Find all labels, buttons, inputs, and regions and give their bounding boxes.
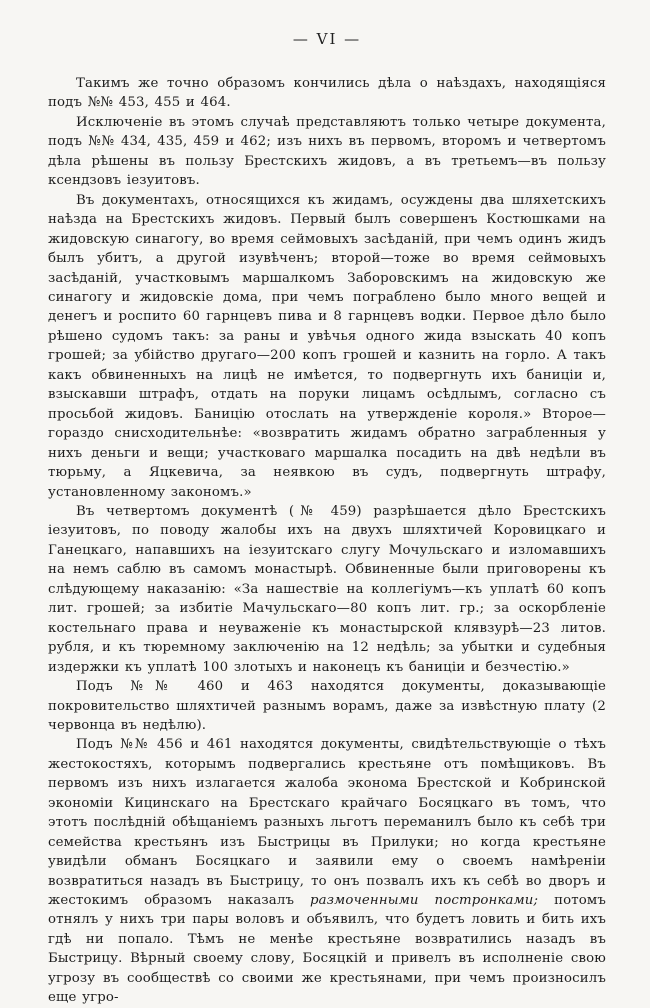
paragraph: Исключеніе въ этомъ случаѣ представляютъ только четыре документа, подъ №№ 434, 435, 459 и 462; изъ нихъ въ первомъ, второмъ и четвертомъ дѣла рѣшены въ пользу Брестскихъ жидовъ, а въ третьемъ—въ пользу ксендзовъ іезуитовъ. — [48, 114, 606, 189]
page-number: — VI — — [292, 30, 362, 48]
paragraph: Такимъ же точно образомъ кончились дѣла о наѣздахъ, находящіяся подъ №№ 453, 455 и 464. — [48, 76, 606, 111]
paragraph-text: потомъ отнялъ у нихъ три пары воловъ и объявилъ, что будетъ ловить и бить ихъ гдѣ ни попало. Тѣмъ не менѣе крестьяне возвратились назадъ въ Быстрицу. Вѣрный своему слову, Босяцкій и привелъ въ исполненіе свою угрозу въ сообществѣ со своими же крестьянами, при чемъ произносилъ еще угро- — [48, 893, 606, 1006]
paragraph-text: Подъ №№ 456 и 461 находятся документы, свидѣтельствующіе о тѣхъ жестокостяхъ, которымъ подвергались крестьяне отъ помѣщиковъ. Въ первомъ изъ нихъ излагается жалоба эконома Брестской и Кобринской экономіи Кицинскаго на Брестскаго крайчаго Босяцкаго въ томъ, что этотъ послѣдній обѣщаніемъ разныхъ льготъ переманилъ было къ себѣ три семейства крестьянъ изъ Быстрицы въ Прилуки; но когда крестьяне увидѣли обманъ Босяцкаго и заявили ему о своемъ намѣреніи возвратиться назадъ въ Быстрицу, то онъ позвалъ ихъ къ себѣ во дворъ и жестокимъ образомъ наказалъ — [48, 737, 606, 909]
paragraph: Подъ №№ 460 и 463 находятся документы, доказывающіе покровительство шляхтичей разнымъ ворамъ, даже за извѣстную плату (2 червонца въ недѣлю). — [48, 679, 606, 733]
paragraph-italic-text: размоченными постронками; — [310, 893, 539, 909]
paragraph: Въ документахъ, относящихся къ жидамъ, осуждены два шляхетскихъ наѣзда на Брестскихъ жидовъ. Первый былъ совершенъ Костюшками на жидовскую синагогу, во время сеймовыхъ засѣданій, при чемъ одинъ жидъ былъ убитъ, а другой изувѣченъ; второй—тоже во время сеймовыхъ засѣданій, участковымъ маршалкомъ Заборовскимъ на жидовскую же синагогу и жидовскіе дома, при чемъ пограблено было много вещей и денегъ и роспито 60 гарнцевъ пива и 8 гарнцевъ водки. Первое дѣло было рѣшено судомъ такъ: за раны и увѣчья одного жида взыскать 40 копъ грошей; за убійство другаго—200 копъ грошей и казнить на горло. А такъ какъ обвиненныхъ на лицѣ не имѣется, то подвергнуть ихъ баниціи и, взыскавши штрафъ, отдать на поруки лицамъ осѣдлымъ, согласно съ просьбой жидовъ. Баницію отослать на утвержденіе короля.» Второе—гораздо снисходительнѣе: «возвратить жидамъ обратно заграбленныя у нихъ деньги и вещи; участковаго маршалка посадить на двѣ недѣли въ тюрьму, а Яцкевича, за неявкою въ судъ, подвергнуть штрафу, установленному закономъ.» — [48, 192, 606, 500]
paragraph: Въ четвертомъ документѣ (№ 459) разрѣшается дѣло Брестскихъ іезуитовъ, по поводу жалобы ихъ на двухъ шляхтичей Коровицкаго и Ганецкаго, напавшихъ на іезуитскаго слугу Мочульскаго и изломавшихъ на немъ саблю въ самомъ монастырѣ. Обвиненные были приговорены къ слѣдующему наказанію: «За нашествіе на коллегіумъ—къ уплатѣ 60 копъ лит. грошей; за избитіе Мачульскаго—80 копъ лит. гр.; за оскорбленіе костельнаго права и неуваженіе къ монастырской клявзурѣ—23 литов. рубля, и къ тюремному заключенію на 12 недѣль; за убытки и судебныя издержки къ уплатѣ 100 злотыхъ и наконецъ къ баниціи и безчестію.» — [48, 503, 606, 675]
paragraph — [48, 735, 606, 1007]
